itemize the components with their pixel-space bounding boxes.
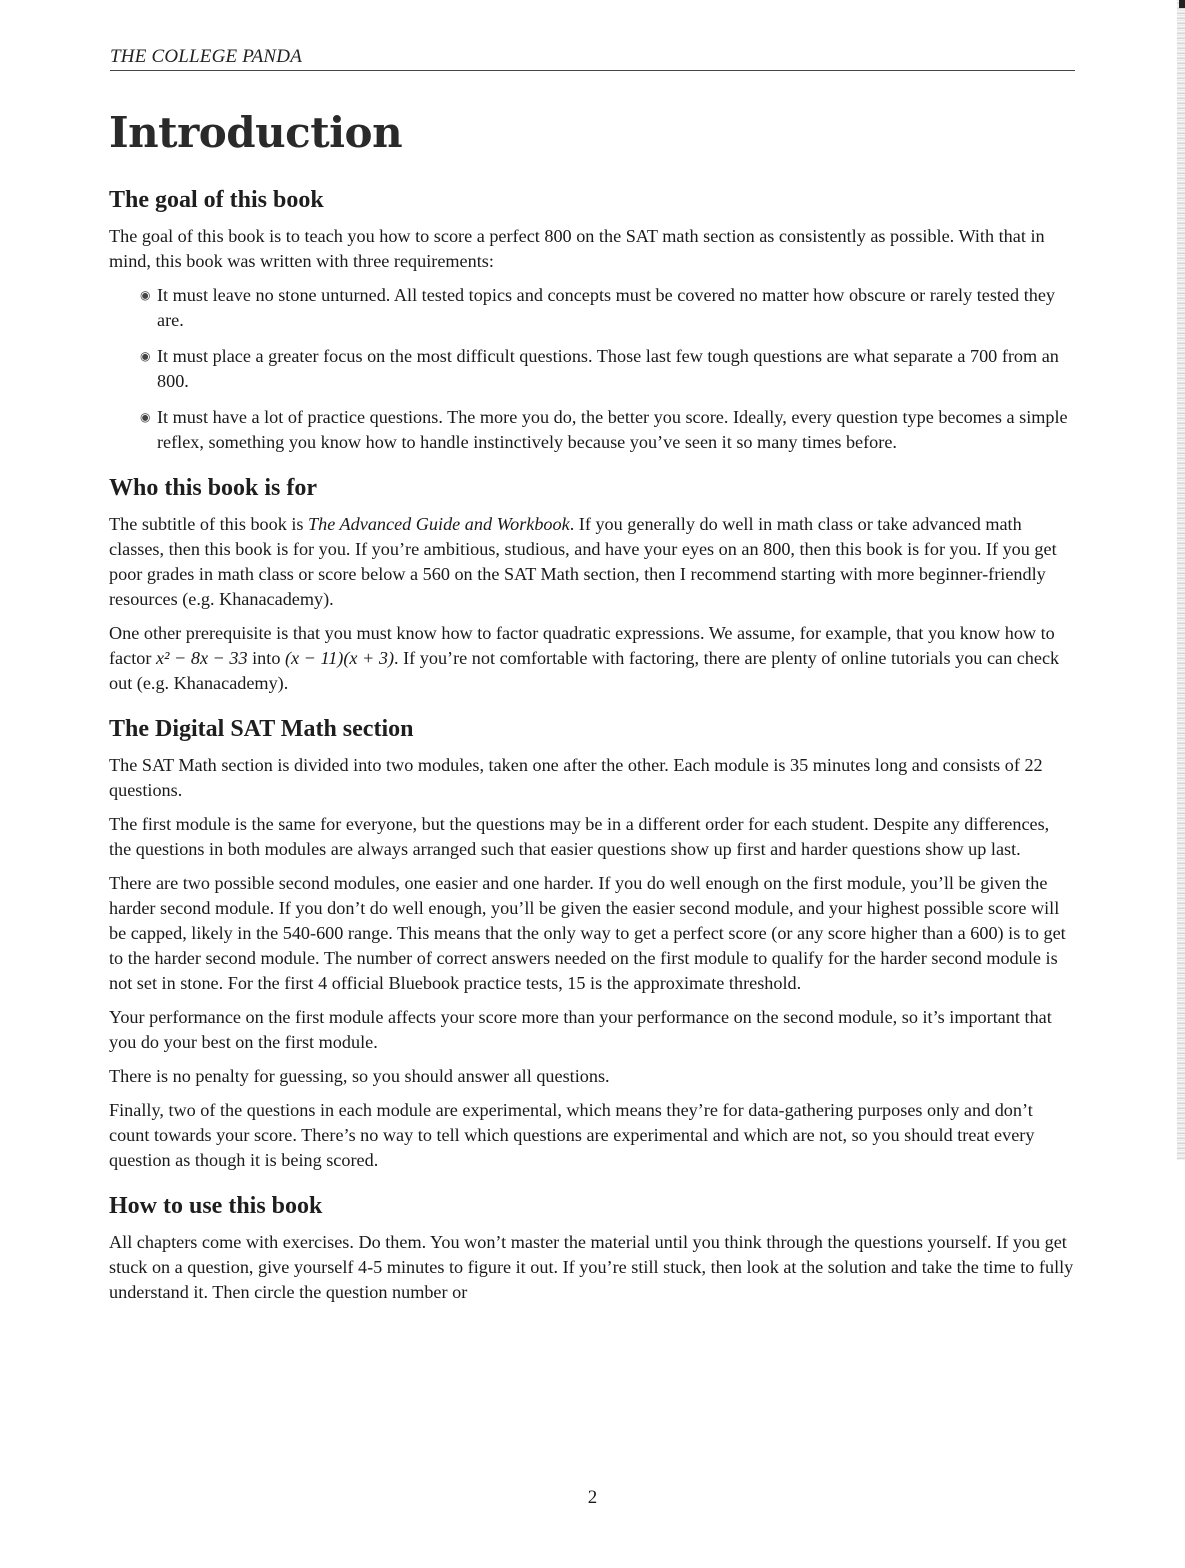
section-heading-how-to-use: How to use this book xyxy=(109,1193,323,1219)
section-how-to-use xyxy=(109,1193,1075,1305)
requirements-list xyxy=(109,283,1075,455)
list-item: ◉ It must leave no stone unturned. All tested topics and concepts must be covered no matter how obscure or rarely tested they are. xyxy=(140,285,1056,330)
section-heading-goal: The goal of this book xyxy=(109,187,324,213)
bullet-icon: ◉ xyxy=(140,349,151,363)
section-heading-audience: Who this book is for xyxy=(109,475,318,501)
audience-paragraph-2: One other prerequisite is that you must know how to factor quadratic expressions. We assume, for example, that you know how to factor x² − 8x − 33 into (x − 11)(x + 3). If you’re not comfortable with factoring, there are plenty of online tutorials you can check out (e.g. Khanacademy). xyxy=(109,623,1060,693)
running-header xyxy=(110,46,1075,71)
audience-paragraph-1: The subtitle of this book is The Advanced Guide and Workbook. If you generally do well in math class or take advanced math classes, then this book is for you. If you’re ambitious, studious, and have your eyes on an 800, then this book is for you. If you get poor grades in math class or score below a 560 on the SAT Math section, then I recommend starting with more beginner-friendly resources (e.g. Khanacademy). xyxy=(109,514,1057,609)
bullet-icon: ◉ xyxy=(140,288,151,302)
math-expression: x² − 8x − 33 xyxy=(155,648,248,668)
page-content xyxy=(109,108,1075,1325)
paragraph: Finally, two of the questions in each module are experimental, which means they’re for data-gathering purposes only and don’t count towards your score. There’s no way to tell which questions are experimental and which are not, so you should treat every question as though it is being scored. xyxy=(109,1100,1035,1170)
paragraph: All chapters come with exercises. Do them. You won’t master the material until you think through the questions yourself. If you get stuck on a question, give yourself 4-5 minutes to figure it out. If you’re still stuck, then look at the solution and take the time to fully understand it. Then circle the question number or xyxy=(109,1232,1074,1302)
paragraph: The SAT Math section is divided into two modules, taken one after the other. Each module is 35 minutes long and consists of 22 questions. xyxy=(109,755,1043,800)
math-expression: (x − 11)(x + 3) xyxy=(284,648,395,668)
list-item: ◉ It must place a greater focus on the most difficult questions. Those last few tough questions are what separate a 700 from an 800. xyxy=(140,346,1059,391)
list-item: ◉ It must have a lot of practice questions. The more you do, the better you score. Ideally, every question type becomes a simple reflex, something you know how to handle instinctively because you’ve seen it so many times before. xyxy=(140,407,1068,452)
scan-mark xyxy=(1179,0,1185,8)
goal-intro-paragraph: The goal of this book is to teach you how to score a perfect 800 on the SAT math section as consistently as possible. With that in mind, this book was written with three requirements: xyxy=(109,226,1045,271)
paragraph: Your performance on the first module affects your score more than your performance on the second module, so it’s important that you do your best on the first module. xyxy=(109,1007,1052,1052)
paragraph: There is no penalty for guessing, so you should answer all questions. xyxy=(109,1066,610,1086)
section-digital-sat xyxy=(109,716,1075,1173)
running-header-text: THE COLLEGE PANDA xyxy=(110,46,303,67)
section-heading-digital-sat: The Digital SAT Math section xyxy=(109,716,414,742)
paragraph: There are two possible second modules, one easier and one harder. If you do well enough on the first module, you’ll be given the harder second module. If you don’t do well enough, you’ll be given the easier second module, and your highest possible score will be capped, likely in the 540-600 range. This means that the only way to get a perfect score (or any score higher than a 600) is to get to the harder second module. The number of correct answers needed on the first module to qualify for the harder second module is not set in stone. For the first 4 official Bluebook practice tests, 15 is the approximate threshold. xyxy=(109,873,1066,993)
section-goal xyxy=(109,187,1075,455)
bullet-icon: ◉ xyxy=(140,410,151,424)
page-number: 2 xyxy=(587,1487,598,1508)
chapter-title: Introduction xyxy=(109,108,403,157)
book-subtitle: The Advanced Guide and Workbook xyxy=(308,514,570,534)
paragraph: The first module is the same for everyone, but the questions may be in a different order for each student. Despite any differences, the questions in both modules are always arranged such that easier questions show up first and harder questions show up last. xyxy=(109,814,1050,859)
section-audience xyxy=(109,475,1075,696)
scanned-page-edge xyxy=(1177,0,1185,1160)
